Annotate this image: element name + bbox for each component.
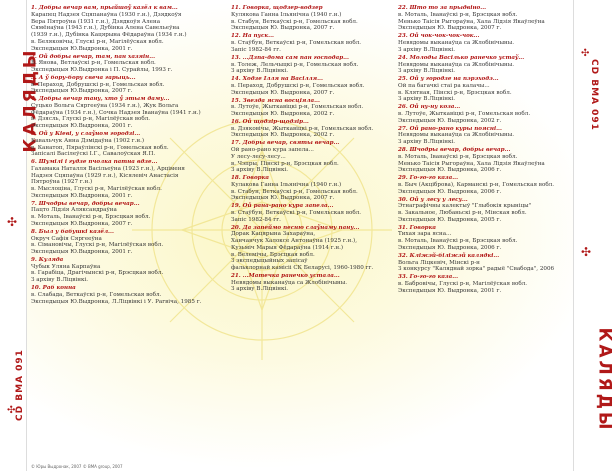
track-title: 13. ...Дзпа-дома сам пан господар... <box>231 54 349 61</box>
track-entry <box>31 257 226 284</box>
track-credit-line: Галамака Наталля Васільеўна (1923 г.н.), Арціменя <box>31 165 185 172</box>
track-credit-line: Экспедыцыя Ю.Выдронка, 2001 г. <box>31 45 133 52</box>
track-credit-line: в. Стабун, Веткаўскі р-н, Гомельская вобл. <box>231 188 358 195</box>
track-credit-line: Ой па багачкі стаі ра калачы... <box>398 82 490 89</box>
track-entry <box>231 98 401 118</box>
track-credit-line: в. Бабровічы, Глускі р-н, Магілёўская вобл. <box>398 280 528 287</box>
track-title: 9. Куляда <box>31 256 64 263</box>
track-credit-line: Экспедыцыя Ю. Выдронка, 2007 г. <box>398 25 502 32</box>
track-title: 16. Ой щодзір-щодзір... <box>231 119 309 126</box>
track-credit-line: в. Стабун, Веткаўскі р-н, Гомельская вобл. <box>231 18 358 25</box>
track-credit-line: Экспедыцыя Ю.Выдронка, 2001 г. <box>31 123 133 130</box>
track-credit-line: Кулакова Ганна Ільянічна (1940 г.н.) <box>231 181 342 188</box>
track-credit-line: в. Толеж, Лельчыцкі р-н, Гомельская вобл. <box>231 61 359 68</box>
track-entry <box>398 147 570 174</box>
track-title: 1. Добры вечар вам, прыйшоў казёл к вам... <box>31 5 178 12</box>
track-credit-line: в. Гарабіца, Драгічынскі р-н, Брэсцкая вобл. <box>31 270 164 277</box>
track-credit-line: Невядомы выканаўца са Жлобінічыны. <box>231 279 347 286</box>
track-credit-line: Экспедыцыя Ю. Выдронка, 2002 г. <box>398 117 502 124</box>
track-credit-line: Вера Пятроўна (1931 г.н.), Дзядкоўя Алена <box>31 18 161 25</box>
track-credit-line: в. Канатоп, Пяраўлінскі р-н, Гомельская вобл. <box>31 144 169 151</box>
track-column-3 <box>398 4 570 294</box>
track-credit-line: в. Стаўбун, Веткаўскі р-н, Гомельская вобл. <box>231 210 362 217</box>
track-credit-line: Ой рано-рано кура запела... <box>231 147 314 154</box>
track-credit-line: З конкурсу "Каляднай зорка" радыё "Свабода", 2006 <box>398 266 555 273</box>
track-credit-line: Чубык Уляна Карпаўна <box>31 263 101 270</box>
track-entry <box>398 33 570 53</box>
track-credit-line: в. Беляковічы, Глускі р-н, Магілёўская вобл. <box>31 38 164 45</box>
track-title: 27. Ой рано-рано куры поясні... <box>398 125 502 132</box>
track-credit-line: Карапец Надзея Сцяпанаўна (1930 г.н.), Дзядкоўя <box>31 12 182 18</box>
track-credit-line: Невядомы выканаўца са Жлобінічыны. <box>398 132 514 139</box>
track-credit-line: Экспедыцыя Ю.Выдронка і П. Сурайлы, 1993 г. <box>31 66 173 73</box>
track-title: 3. А ў бору-бору свеча гарыць... <box>31 74 136 81</box>
track-credit-line: Экспедыцыя Ю. Выдронка, 2005 г. <box>398 216 502 223</box>
track-credit-line: Менько Таісія Рыгораўна, Халa Лідзія Якаўлеўна <box>398 160 545 167</box>
cross-ornament-icon: ✣ <box>7 405 16 416</box>
track-credit-line: Экспедыцыя Ю.Выдронка, Л.Ліцвінкі і У. Рагвіча, 1985 г. <box>31 298 202 305</box>
track-entry <box>231 140 401 174</box>
track-credit-line: в. Чэпры, Пінскі р-н, Брэсцкая вобл. <box>231 160 339 167</box>
track-credit-line: Дорак Кацярына Захараўна, <box>231 231 316 238</box>
track-credit-line: в. Быч (Акціброва), Карманскі р-н, Гомельская вобл. <box>398 181 555 188</box>
track-entry <box>231 76 401 96</box>
track-credit-line: в. Стаўбун, Веткаўскі р-н, Гомельская вобл. <box>231 40 362 47</box>
track-credit-line: З архіву В.Ліцвінкі. <box>398 68 456 75</box>
track-entry <box>31 96 226 130</box>
track-credit-line: Кавальчук Анна Дзмідаўна (1902 г.н.) <box>31 137 145 144</box>
track-credit-line: Экспедыцыя Ю. Выдронка, 2002 г. <box>231 111 335 118</box>
track-title: 29. Го-го-го каза... <box>398 175 459 182</box>
track-credit-line: З архіву В.Ліцвінкі. <box>398 46 456 53</box>
track-entry <box>31 75 226 95</box>
track-credit-line: в. Дзясль, Глускі р-н, Магілёўская вобл. <box>31 116 151 123</box>
track-credit-line: З архіву В.Ліцвінкі. <box>231 286 289 293</box>
track-title: 23. Ой чок-чок-чок-чок... <box>398 33 480 40</box>
track-credit-line: в. Моталь, Іванаўскі р-н, Брэсцкая вобл. <box>31 214 151 221</box>
track-credit-line: У лесу-лесу-лесу... <box>231 153 286 160</box>
track-entry <box>31 131 226 158</box>
track-credit-line: З архіву В.Ліцвінкі. <box>398 96 456 103</box>
track-credit-line: Экспедыцыя Ю.Выдронка, 2001 г. <box>31 248 133 255</box>
track-credit-line: в. Дзяковічы, Жыткавіцкі р-н, Гомельская вобл. <box>231 125 374 132</box>
track-title: 17. Добры вечар, святы вечар... <box>231 140 340 147</box>
track-entry <box>31 229 226 256</box>
track-credit-line: З архіву В.Ліцвінкі. <box>398 139 456 146</box>
kolovrat-icon: ✣ <box>7 215 18 229</box>
track-title: 26. Ой ну-ну коза... <box>398 104 461 111</box>
track-column-1 <box>31 4 226 305</box>
track-title: 32. Кліжэй-біліжэй калядкі... <box>398 252 500 259</box>
track-entry <box>398 126 570 146</box>
track-title: 28. Шчодры вечар, добры вечар... <box>398 147 511 154</box>
track-title: 2. Ой добры вечар, там, пан хазяін... <box>31 53 156 60</box>
track-title: 24. Молоды Васілько ранечко устаў... <box>398 54 525 61</box>
cross-ornament-icon: ✣ <box>581 48 590 59</box>
track-credit-line: Фёдараўна (1934 г.н.), Сочка Надзея Іванаўна (1941 г.н.) <box>31 109 201 116</box>
track-credit-line: В. Янова, Ветлаўскі р-н, Гомельская вобл. <box>31 60 156 67</box>
track-title: 10. Раб конна <box>31 285 76 292</box>
track-credit-line: в. Велемічы, Брэсцкая вобл. <box>231 251 315 258</box>
track-credit-line: Пятроўна (1927 г.н.) <box>31 179 93 186</box>
track-credit-line: фальклорнай камісіі СК Беларусі, 1960-1980 гг. <box>231 264 374 271</box>
track-credit-line: Экспедыцыя Ю. Выдронка, 2006 г. <box>398 167 502 174</box>
track-title: 19. Ой рана-рано кура запела... <box>231 203 334 210</box>
track-credit-line: Суцько Вольга Сяргееўна (1934 г.н.), Жук Вольга <box>31 103 179 110</box>
track-entry <box>31 54 226 74</box>
track-credit-line: Экспедыцыя Ю. Выдронка, 2007 г. <box>231 25 335 32</box>
track-entry <box>31 201 226 228</box>
spine-title: КАЛЯДЫ <box>20 47 41 153</box>
track-credit-line: в. Слабада, Веткаўскі р-н, Гомельская вобл. <box>31 291 162 298</box>
track-credit-line: Невядомы выканаўца са Жлобінічыны. <box>398 61 514 68</box>
track-title: 20. Да запеймо песню слаўнаму пану... <box>231 224 360 231</box>
track-credit-line: Менько Таісія Рыгораўна, Халa Лідзія Якаўлеўна <box>398 18 545 25</box>
track-credit-line: Вольга Ліцкевіч, Мінскі р-н <box>398 259 480 266</box>
track-title: 7. Шчодры вечар, добры вечар... <box>31 200 140 207</box>
track-entry <box>231 225 401 272</box>
track-credit-line: Окруч Сафія Сяргееўна <box>31 235 102 242</box>
track-title: 14. Ходзе Ілля на Васілля... <box>231 76 323 83</box>
track-entry <box>231 175 401 202</box>
track-credit-line: Экспедыцыя Ю. Выдронка, 2001 г. <box>398 287 502 294</box>
track-entry <box>398 274 570 294</box>
track-entry <box>231 33 401 53</box>
copyright: © Юры Выдронак, 2007 © BMA group, 2007 <box>31 464 123 469</box>
track-entry <box>231 203 401 223</box>
track-entry <box>398 55 570 75</box>
track-credit-line: в. Моталь, Іванаўскі р-н, Брэсцкая вобл. <box>398 153 518 160</box>
track-credit-line: в. Закальное, Любаньскі р-н, Мінская вобл. <box>398 210 527 217</box>
track-title: 21. ...Матечка ранечко устала... <box>231 272 340 279</box>
track-entry <box>231 5 401 32</box>
left-spine <box>0 0 41 471</box>
track-title: 8. Был у бабушкі казёл... <box>31 228 114 235</box>
track-entry <box>398 253 570 273</box>
track-title: 5. Ой у Кіеві, у слаўном городзі... <box>31 131 141 138</box>
track-credit-line: в. Лутоўе, Жыткавіцкі р-н, Гомельская вобл. <box>398 111 531 118</box>
track-title: 25. Ой у городзе на пэрэходэ... <box>398 76 499 83</box>
track-credit-line: в. Клятная, Пінскі р-н, Брэсцкая вобл. <box>398 89 512 96</box>
track-credit-line: Экспедыцыя Ю. Выдронка, 2007 г. <box>231 89 335 96</box>
track-title: 22. Што то за прыдвіно... <box>398 5 487 12</box>
track-entry <box>231 273 401 293</box>
track-entry <box>231 55 401 75</box>
track-credit-line: Тихая зара ясна... <box>398 231 452 238</box>
track-credit-line: Экспедыцыя Ю. Выдронка, 2006 г. <box>398 188 502 195</box>
track-credit-line: Запіс 1982-84 гг. <box>231 46 281 53</box>
spine-code: CD BMA 091 <box>588 59 599 131</box>
track-credit-line: в. Сімановічы, Глускі р-н, Магілёўская вобл. <box>31 242 164 249</box>
spine-code: CD BMA 091 <box>14 349 25 421</box>
track-entry <box>398 5 570 32</box>
track-entry <box>398 175 570 195</box>
spine-title: КАЛЯДЫ <box>594 327 615 433</box>
track-title: 33. Го-го-го каза... <box>398 274 459 281</box>
track-credit-line: Этнаграфічны калектыў "Глыбокія крыніцы" <box>398 203 532 210</box>
track-title: 4. Добры вечар тану, хто ў этым даму... <box>31 96 170 103</box>
track-title: 30. Ой у лесу у лесу... <box>398 196 468 203</box>
track-credit-line: в. Мыслоціна, Глускі р-н, Магілёўская вобл. <box>31 186 162 193</box>
track-entry <box>398 225 570 252</box>
track-column-2 <box>231 4 401 293</box>
track-credit-line: в. Моталь, Іванаўскі р-н, Брэсцкая вобл. <box>398 12 518 18</box>
track-credit-line: Невядомы выканаўца са Жлобінічыны. <box>398 40 514 47</box>
track-title: 31. Говорка <box>398 224 436 231</box>
track-credit-line: в. Пераход, Добрушскі р-н, Гомельская вобл. <box>231 82 365 89</box>
track-entry <box>231 119 401 139</box>
track-credit-line: З архіву В.Ліцвінкі. <box>231 167 289 174</box>
track-credit-line: Ханчанчук Халоксе Антонаўна (1925 г.н.), <box>231 238 358 245</box>
track-title: 18. Говорка <box>231 175 269 182</box>
track-credit-line: Экспедыцыя Ю. Выдронка, 2007 г. <box>231 195 335 202</box>
track-credit-line: в. Лутоўе, Жыткавіцкі р-н, Гомельская вобл. <box>231 104 364 111</box>
track-entry <box>398 76 570 103</box>
track-credit-line: Запісалі Васілеўскі І.Г., Савалоўская Я.П. <box>31 151 156 158</box>
track-entry <box>398 104 570 124</box>
track-credit-line: Кузьміч Марыя Фёдараўна (1914 г.н.) <box>231 244 344 251</box>
track-credit-line: в. Пераход, Добрушскі р-н, Гомельская вобл. <box>31 81 165 88</box>
track-entry <box>31 285 226 305</box>
track-credit-line: Запіс 1982-84 гг. <box>231 216 281 223</box>
track-title: 15. Звезда ясна восціяла... <box>231 97 320 104</box>
track-credit-line: Экспедыцыя Ю. Выдронка, 2002 г. <box>231 132 335 139</box>
track-credit-line: Экспедыцыя Ю. Выдронка, 2006 г. <box>398 244 502 251</box>
track-credit-line: Экспедыцыя Ю.Выдронка, 2007 г. <box>31 220 133 227</box>
track-entry <box>398 197 570 224</box>
track-credit-line: Надзея Сцяпаўна (1929 г.н.), Кісялевіч Анастасія <box>31 172 179 179</box>
track-credit-line: Кулякова Ганна Ільянічна (1940 г.н.) <box>231 12 342 18</box>
track-credit-line: Экспедыцыя Ю.Выдронка, 2001 г. <box>31 192 133 199</box>
track-title: 11. Говорка, щодзер-водзер <box>231 5 323 12</box>
track-credit-line: З архіву В.Ліцвінкі. <box>231 68 289 75</box>
right-spine <box>573 0 615 471</box>
kolovrat-icon: ✣ <box>581 245 592 259</box>
track-credit-line: (1939 г.н.), Дубінка Кацярына Фёдараўна (1934 г.н.) <box>31 32 187 39</box>
track-credit-line: Пацто Лідзія Аляксандраўна <box>31 207 117 214</box>
track-credit-line: Сямёнаўна (1943 г.н.), Дубінка Алена Савельеўна <box>31 25 180 32</box>
track-title: 12. На пуск... <box>231 33 274 40</box>
track-title: 6. Шумілі і гудзе пчолка патна вдзе... <box>31 159 158 166</box>
track-credit-line: Экспедыцыя Ю.Выдронка, 2007 г. <box>31 88 133 95</box>
track-credit-line: в. Моталь, Іванаўскі р-н, Брэсцкая вобл. <box>398 238 518 245</box>
track-credit-line: З архіву В.Ліцвінкі. <box>31 277 89 284</box>
track-credit-line: З экспедыцыйных запісаў <box>231 258 308 265</box>
track-entry <box>31 159 226 199</box>
track-entry <box>31 5 226 52</box>
